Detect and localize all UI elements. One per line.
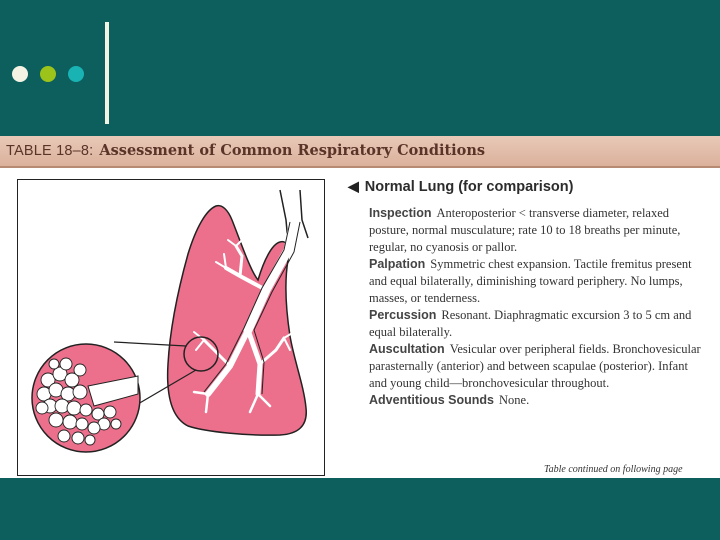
decor-dots <box>12 66 84 82</box>
decor-dot <box>40 66 56 82</box>
decor-dot <box>68 66 84 82</box>
entry-label: Percussion <box>369 308 437 322</box>
table-number: TABLE 18–8: <box>6 143 94 159</box>
assessment-entry <box>369 341 709 392</box>
entry-label: Adventitious Sounds <box>369 393 494 407</box>
continuation-note: Table continued on following page <box>544 464 683 475</box>
entry-text: Resonant. Diaphragmatic excursion 3 to 5 cm and equal bilaterally. <box>369 308 692 339</box>
entry-text: Anteroposterior < transverse diameter, relaxed posture, normal musculature; rate 10 to 18 breaths per minute, regular, no cyanosis or pallor. <box>369 206 681 254</box>
decor-dot <box>12 66 28 82</box>
assessment-entry <box>369 392 709 409</box>
pointer-icon: ◀ <box>348 178 359 194</box>
lung-diagram <box>18 180 324 475</box>
table-name: Assessment of Common Respiratory Conditions <box>99 142 486 159</box>
entry-label: Palpation <box>369 257 426 271</box>
entry-text: Vesicular over peripheral fields. Bronchovesicular parasternally (anterior) and between scapulae (posterior). Infant and young child—bronchovesicular throughout. <box>369 342 701 390</box>
assessment-list <box>369 205 709 409</box>
entry-text: None. <box>499 393 530 407</box>
assessment-entry <box>369 256 709 307</box>
assessment-entry <box>369 307 709 341</box>
table-header <box>0 136 720 168</box>
assessment-entry <box>369 205 709 256</box>
section-heading-text: Normal Lung (for comparison) <box>364 179 574 195</box>
slide-panel <box>0 136 720 478</box>
lung-illustration <box>17 179 325 476</box>
section-heading <box>348 178 573 195</box>
table-title <box>6 142 485 159</box>
entry-label: Auscultation <box>369 342 445 356</box>
entry-text: Symmetric chest expansion. Tactile fremitus present and equal bilaterally, diminishing toward periphery. No lumps, masses, or tenderness. <box>369 257 692 305</box>
entry-label: Inspection <box>369 206 432 220</box>
decor-divider <box>105 22 109 124</box>
